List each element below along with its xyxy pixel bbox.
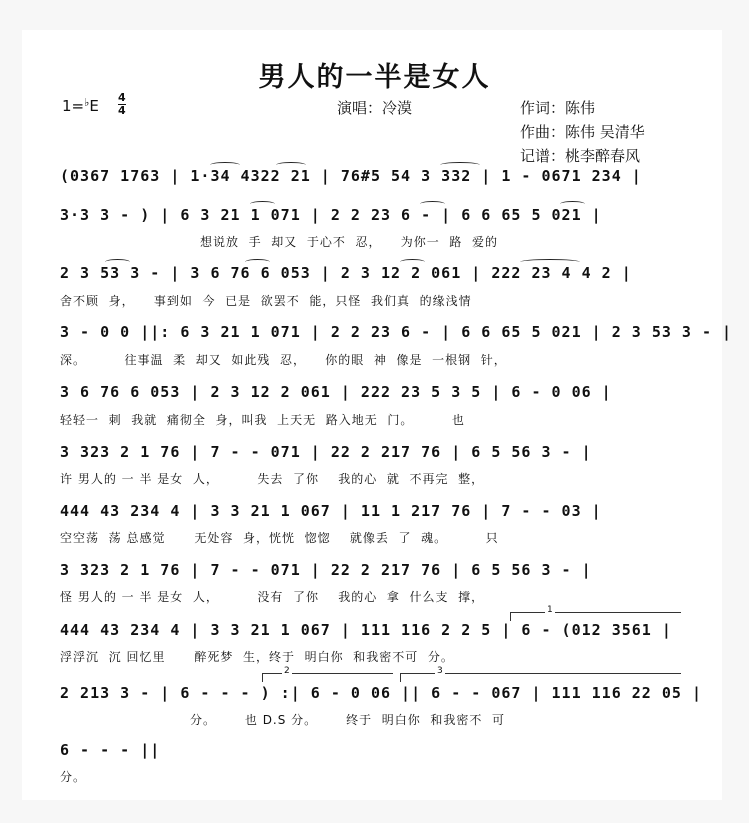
slur-mark — [105, 259, 130, 265]
score-row-2: 3·3 3 - ) | 6 3 21 1 071 | 2 2 23 6 - | 6 6 65 5 021 | — [60, 206, 602, 224]
lyric-row-6: 许 男人的 一 半 是女 人， 失去 了你 我的心 就 不再完 整， — [60, 472, 485, 486]
slur-mark — [400, 259, 425, 265]
score-row-11: 6 - - - || — [60, 741, 161, 759]
lyric-row-11: 分。 — [60, 770, 87, 784]
flat-sign: ♭ — [84, 96, 90, 109]
lyric-row-8: 怪 男人的 一 半 是女 人， 没有 了你 我的心 拿 什么支 撑， — [60, 590, 485, 604]
key-signature — [62, 96, 99, 115]
score-row-9: 444 43 234 4 | 3 3 21 1 067 | 111 116 2 2 5 | 6 - (012 3561 | — [60, 621, 672, 639]
slur-mark — [520, 259, 580, 265]
ending-number-3: 3 — [437, 666, 443, 676]
time-signature — [118, 92, 126, 117]
key-label: 1= — [62, 97, 85, 115]
slur-mark — [250, 201, 275, 207]
score-row-10: 2 213 3 - | 6 - - - ) :| 6 - 0 06 || 6 - - 067 | 111 116 22 05 | — [60, 684, 702, 702]
composer-credit: 作曲：陈伟 吴清华 — [520, 123, 645, 141]
score-row-6: 3 323 2 1 76 | 7 - - 071 | 22 2 217 76 | 6 5 56 3 - | — [60, 443, 592, 461]
slur-mark — [560, 201, 585, 207]
slur-mark — [276, 162, 306, 168]
time-top: 4 — [118, 91, 126, 104]
singer-credit: 演唱：冷漠 — [337, 99, 413, 117]
lyric-row-5: 轻轻一 刺 我就 痛彻全 身，叫我 上天无 路入地无 门。 也 — [60, 413, 465, 427]
slur-mark — [440, 162, 480, 168]
lyric-row-10: 分。 也 D.S 分。 终于 明白你 和我密不 可 — [60, 713, 505, 727]
lyric-row-7: 空空荡 荡 总感觉 无处容 身，恍恍 惚惚 就像丢 了 魂。 只 — [60, 531, 499, 545]
score-row-5: 3 6 76 6 053 | 2 3 12 2 061 | 222 23 5 3 5 | 6 - 0 06 | — [60, 383, 612, 401]
lyric-row-3: 舍不顾 身， 事到如 今 已是 欲罢不 能，只怪 我们真 的缘浅情 — [60, 294, 472, 308]
score-row-4: 3 - 0 0 ||: 6 3 21 1 071 | 2 2 23 6 - | 6 6 65 5 021 | 2 3 53 3 - | — [60, 323, 733, 341]
time-bottom: 4 — [118, 104, 126, 117]
score-row-7: 444 43 234 4 | 3 3 21 1 067 | 11 1 217 76 | 7 - - 03 | — [60, 502, 602, 520]
score-row-1: (0367 1763 | 1·34 4322 21 | 76#5 54 3 332 | 1 - 0671 234 | — [60, 167, 642, 185]
ending-bracket-1 — [510, 612, 681, 621]
lyricist-credit: 作词：陈伟 — [520, 99, 596, 117]
transcriber-credit: 记谱：桃李醉春风 — [520, 147, 641, 165]
lyric-row-9: 浮浮沉 沉 回忆里 醉死梦 生，终于 明白你 和我密不可 分。 — [60, 650, 454, 664]
slur-mark — [420, 201, 445, 207]
lyric-row-2: 想说放 手 却又 于心不 忍， 为你一 路 爱的 — [200, 235, 499, 249]
ending-number-2: 2 — [284, 666, 290, 676]
ending-number-1: 1 — [547, 605, 553, 615]
lyric-row-4: 深。 往事温 柔 却又 如此残 忍， 你的眼 神 像是 一根钢 针， — [60, 353, 507, 367]
slur-mark — [245, 259, 270, 265]
score-row-3: 2 3 53 3 - | 3 6 76 6 053 | 2 3 12 2 061 | 222 23 4 4 2 | — [60, 264, 632, 282]
slur-mark — [210, 162, 240, 168]
score-row-8: 3 323 2 1 76 | 7 - - 071 | 22 2 217 76 | 6 5 56 3 - | — [60, 561, 592, 579]
key-note: E — [89, 97, 99, 115]
song-title: 男人的一半是女人 — [258, 62, 491, 93]
